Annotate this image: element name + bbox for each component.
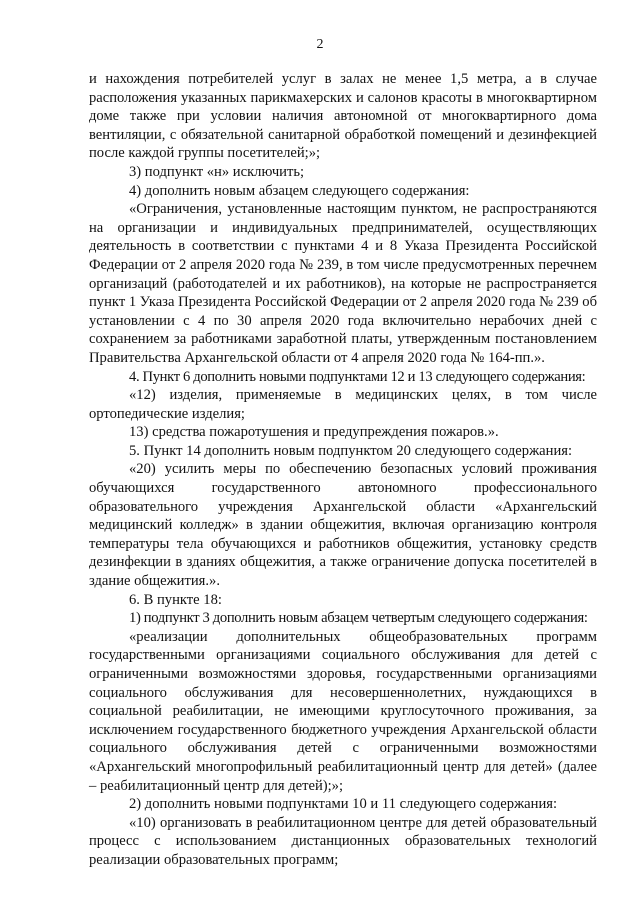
paragraph: 5. Пункт 14 дополнить новым подпунктом 20 следующего содержания: [129,442,573,459]
paragraph: 13) средства пожаротушения и предупреждения пожаров.». [129,424,499,441]
paragraph: 4) дополнить новым абзацем следующего содержания: [129,182,470,199]
paragraph: 1) подпункт 3 дополнить новым абзацем четвертым следующего содержания: [129,610,588,627]
paragraph: «20) усилить меры по обеспечению безопасных условий проживания обучающихся государственного автономного профессионального образовательного учреждения Архангельской области «Архангельский медицинский колледж» в здании общежития, включая организацию контроля температуры тела обучающихся и работников общежития, установку средств дезинфекции в зданиях общежития, а также ограничение допуска посетителей в здание общежития.». [89,461,597,590]
paragraph: «12) изделия, применяемые в медицинских целях, в том числе ортопедические изделия; [89,387,597,422]
paragraph: 6. В пункте 18: [129,591,222,608]
paragraph: «реализации дополнительных общеобразовательных программ государственными организациями социального обслуживания для детей с ограниченными возможностями здоровья, государственными организациями социального обслуживания для несовершеннолетних, нуждающихся в социальной реабилитации, не имеющими круглосуточного проживания, за исключением государственного бюджетного учреждения Архангельской области социального обслуживания детей с ограниченными возможностями «Архангельский многопрофильный реабилитационный центр для детей» (далее – реабилитационный центр для детей);»; [89,628,597,794]
page-number: 2 [316,37,324,52]
paragraph: 4. Пункт 6 дополнить новыми подпунктами 12 и 13 следующего содержания: [129,368,586,385]
paragraph: «10) организовать в реабилитационном центре для детей образовательный процесс с использованием дистанционных образовательных технологий реализации образовательных программ; [89,814,597,868]
paragraph: «Ограничения, установленные настоящим пунктом, не распространяются на организации и индивидуальных предпринимателей, осуществляющих деятельность в соответствии с пунктами 4 и 8 Указа Президента Российской Федерации от 2 апреля 2020 года № 239, в том числе предусмотренных перечнем организаций (работодателей и их работников), на которые не распространяется пункт 1 Указа Президента Российской Федерации от 2 апреля 2020 года № 239 об установлении с 4 по 30 апреля 2020 года включительно нерабочих дней с сохранением за работниками заработной платы, утвержденным постановлением Правительства Архангельской области от 4 апреля 2020 года № 164-пп.». [89,201,597,366]
paragraph: и нахождения потребителей услуг в залах не менее 1,5 метра, а в случае расположения указанных парикмахерских и салонов красоты в многоквартирном доме также при условии наличия автономной от многоквартирного дома вентиляции, с обязательной санитарной обработкой помещений и дезинфекцией после каждой группы посетителей;»; [89,71,597,162]
paragraph: 2) дополнить новыми подпунктами 10 и 11 следующего содержания: [129,796,558,813]
paragraph: 3) подпункт «н» исключить; [129,163,305,180]
document-body [89,70,597,870]
